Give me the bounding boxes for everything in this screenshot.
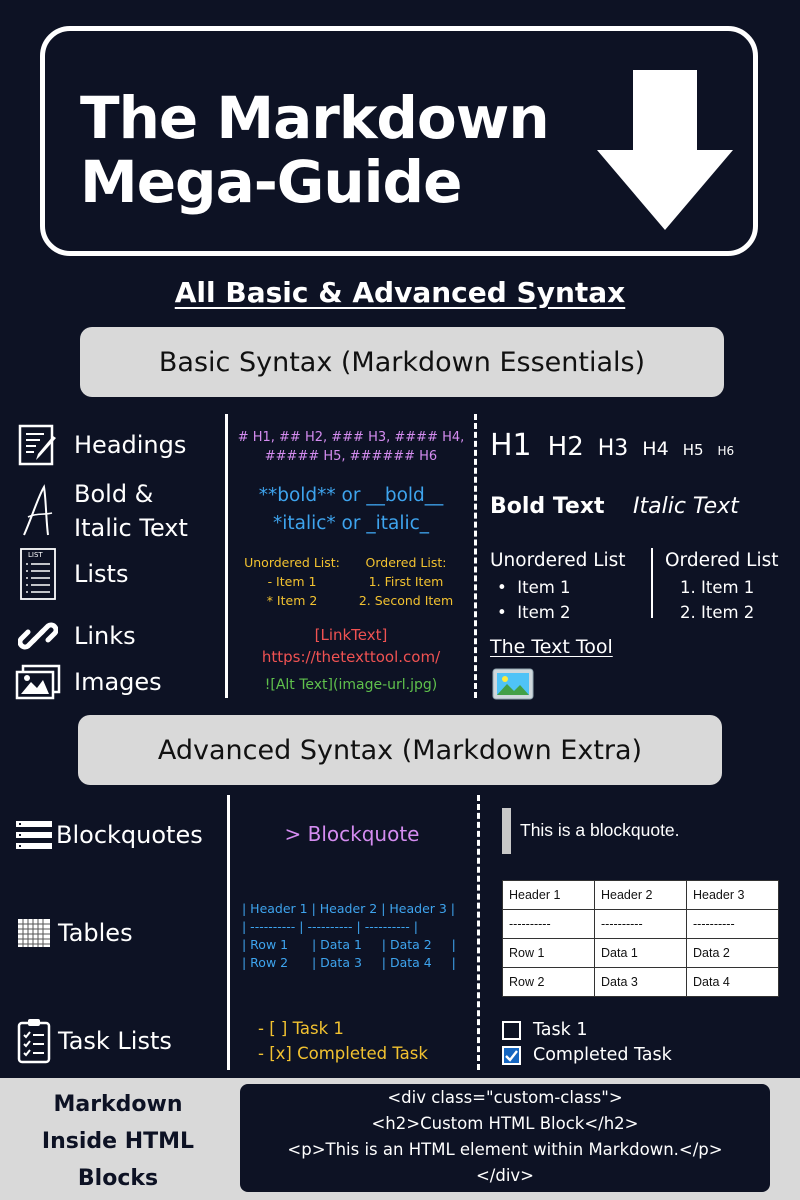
syntax-tasks: - [ ] Task 1 - [x] Completed Task: [258, 1019, 428, 1063]
rendered-unordered-title: Unordered List: [490, 550, 626, 571]
task-label: Completed Task: [533, 1045, 672, 1065]
rendered-ordered-item: 1. Item 1: [680, 578, 755, 597]
feature-label: Headings: [74, 431, 187, 459]
checkbox-checked[interactable]: [502, 1046, 521, 1065]
page-subtitle: All Basic & Advanced Syntax: [174, 276, 626, 309]
rendered-unordered-item: • Item 2: [497, 603, 571, 622]
image-gallery-icon: [14, 664, 62, 700]
feature-lists: [14, 546, 128, 602]
feature-images: [14, 660, 162, 704]
checkbox-unchecked[interactable]: [502, 1021, 521, 1040]
heading-h1: H1: [490, 428, 532, 463]
rendered-task-item: [502, 1018, 587, 1042]
list-document-icon: [14, 547, 62, 601]
table-cell: Header 1: [503, 881, 595, 910]
feature-label: Blockquotes: [56, 821, 203, 849]
list-item: Item 2: [701, 603, 755, 622]
html-code-block: <div class="custom-class"> <h2>Custom HTML Block</h2> <p>This is an HTML element within Markdown.</p> </div>: [240, 1084, 770, 1192]
heading-h3: H3: [597, 436, 629, 461]
chain-link-icon: [14, 616, 62, 656]
feature-bold-italic: [14, 476, 188, 546]
feature-label: Bold & Italic Text: [74, 480, 188, 542]
checkmark-icon: [504, 1048, 519, 1063]
table-cell: Data 1: [595, 939, 687, 968]
syntax-link: [LinkText] https://thetexttool.com/: [261, 626, 441, 666]
table-cell: ----------: [687, 910, 779, 939]
page-title: The Markdown Mega-Guide: [80, 84, 549, 216]
clipboard-checklist-icon: [14, 1018, 54, 1064]
heading-h5: H5: [682, 441, 704, 459]
table-grid-icon: [14, 918, 54, 948]
rendered-blockquote: This is a blockquote.: [520, 820, 680, 840]
rendered-bold: Bold Text: [490, 494, 605, 519]
syntax-image: ![Alt Text](image-url.jpg): [264, 677, 438, 693]
document-edit-icon: [14, 424, 62, 466]
basic-divider-dashed: [474, 414, 477, 698]
table-row: [503, 939, 779, 968]
rendered-table: [502, 880, 779, 997]
rendered-italic: Italic Text: [633, 494, 739, 519]
feature-task-lists: [14, 1016, 172, 1066]
heading-h4: H4: [642, 438, 669, 460]
syntax-unordered-list: Unordered List: - Item 1 * Item 2: [244, 555, 340, 608]
feature-blockquotes: [14, 815, 203, 855]
image-placeholder-icon: [492, 668, 534, 700]
syntax-blockquote: > Blockquote: [284, 822, 420, 846]
syntax-bold-italic: **bold** or __bold__ *italic* or _italic_: [258, 485, 444, 534]
advanced-divider-solid: [227, 795, 230, 1070]
list-item: Item 1: [517, 578, 571, 597]
heading-h2: H2: [547, 432, 584, 462]
rendered-ordered-item: 2. Item 2: [680, 603, 755, 622]
calligraphy-letter-icon: [14, 483, 62, 539]
rendered-headings: [490, 428, 734, 468]
syntax-table: | Header 1 | Header 2 | Header 3 | | ---------- | ---------- | ---------- | | Row 1 | Data 1 | Data 2 | | Row 2 | Data 3 | Data 4 |: [242, 901, 456, 970]
table-cell: Data 3: [595, 968, 687, 997]
table-cell: Row 2: [503, 968, 595, 997]
table-cell: Row 1: [503, 939, 595, 968]
feature-label: Links: [74, 622, 136, 650]
basic-divider-solid: [225, 414, 228, 698]
table-cell: Header 2: [595, 881, 687, 910]
feature-label: Lists: [74, 560, 129, 588]
syntax-headings: # H1, ## H2, ### H3, #### H4, ##### H5, ###### H6: [237, 430, 465, 464]
rendered-unordered-item: • Item 1: [497, 578, 571, 597]
rendered-task-item: [502, 1043, 672, 1067]
advanced-section-title: Advanced Syntax (Markdown Extra): [78, 715, 722, 785]
advanced-divider-dashed: [477, 795, 480, 1070]
rendered-ordered-title: Ordered List: [665, 550, 779, 571]
feature-headings: [14, 422, 186, 468]
feature-label: Task Lists: [58, 1027, 172, 1055]
footer-title: Markdown Inside HTML Blocks: [41, 1092, 195, 1191]
feature-label: Tables: [58, 919, 133, 947]
table-cell: ----------: [595, 910, 687, 939]
table-row: [503, 881, 779, 910]
table-cell: ----------: [503, 910, 595, 939]
syntax-ordered-list: Ordered List: 1. First Item 2. Second Item: [358, 555, 454, 608]
table-cell: Header 3: [687, 881, 779, 910]
blockquote-bar: [502, 808, 511, 854]
feature-label: Images: [74, 668, 162, 696]
down-arrow-icon: [560, 40, 770, 260]
blockquote-lines-icon: [14, 820, 54, 850]
rendered-link[interactable]: The Text Tool: [490, 636, 613, 658]
list-item: Item 1: [701, 578, 755, 597]
feature-tables: [14, 913, 133, 953]
list-divider: [651, 548, 653, 618]
task-label: Task 1: [533, 1020, 588, 1040]
svg-text:LIST: LIST: [28, 551, 43, 559]
table-cell: Data 2: [687, 939, 779, 968]
table-cell: Data 4: [687, 968, 779, 997]
feature-links: [14, 614, 136, 658]
heading-h6: H6: [717, 444, 735, 458]
table-row: [503, 968, 779, 997]
table-row: [503, 910, 779, 939]
list-item: Item 2: [517, 603, 571, 622]
basic-section-title: Basic Syntax (Markdown Essentials): [80, 327, 724, 397]
